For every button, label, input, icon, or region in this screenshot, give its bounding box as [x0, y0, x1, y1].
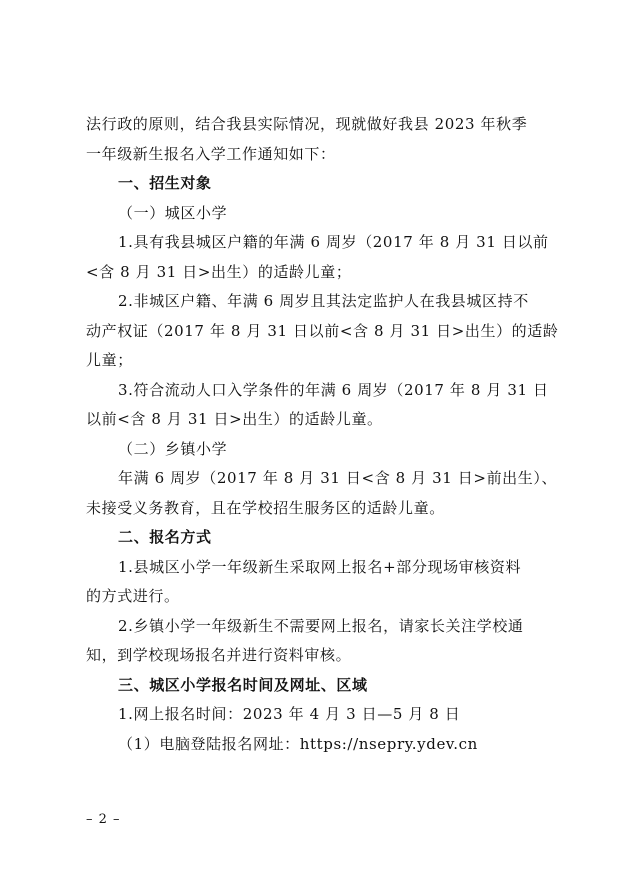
- section-heading: 一、招生对象: [118, 174, 212, 192]
- page-number: – 2 –: [86, 812, 121, 827]
- text-line: 的方式进行。: [86, 587, 180, 605]
- text-line: 3.符合流动人口入学条件的年满 6 周岁（2017 年 8 月 31 日: [118, 380, 549, 399]
- text-line: 动产权证（2017 年 8 月 31 日以前<含 8 月 31 日>出生）的适龄: [86, 321, 559, 340]
- text-line: 1.县城区小学一年级新生采取网上报名+部分现场审核资料: [118, 557, 522, 576]
- text-line: 一年级新生报名入学工作通知如下：: [86, 144, 336, 163]
- subsection-heading: （二）乡镇小学: [118, 439, 228, 458]
- text-line: 儿童；: [86, 351, 133, 369]
- document-page: [86, 110, 559, 759]
- text-line: 以前<含 8 月 31 日>出生）的适龄儿童。: [86, 410, 383, 428]
- subsection-heading: （一）城区小学: [118, 203, 228, 222]
- text-line: <含 8 月 31 日>出生）的适龄儿童；: [86, 262, 352, 281]
- text-line: 2.非城区户籍、年满 6 周岁且其法定监护人在我县城区持不: [118, 292, 529, 310]
- text-line: 法行政的原则，结合我县实际情况，现就做好我县 2023 年秋季: [86, 115, 528, 133]
- text-line: 知，到学校现场报名并进行资料审核。: [86, 646, 352, 664]
- text-line: 年满 6 周岁（2017 年 8 月 31 日<含 8 月 31 日>前出生）、: [118, 469, 558, 487]
- text-line: 2.乡镇小学一年级新生不需要网上报名，请家长关注学校通: [118, 616, 524, 635]
- section-heading: 二、报名方式: [118, 528, 212, 546]
- text-line: 1.具有我县城区户籍的年满 6 周岁（2017 年 8 月 31 日以前: [118, 233, 549, 251]
- text-line: （1）电脑登陆报名网址：https://nsepry.ydev.cn: [118, 734, 478, 753]
- section-heading: 三、城区小学报名时间及网址、区域: [118, 675, 368, 694]
- text-line: 未接受义务教育，且在学校招生服务区的适龄儿童。: [86, 498, 445, 517]
- text-line: 1.网上报名时间：2023 年 4 月 3 日—5 月 8 日: [118, 705, 461, 723]
